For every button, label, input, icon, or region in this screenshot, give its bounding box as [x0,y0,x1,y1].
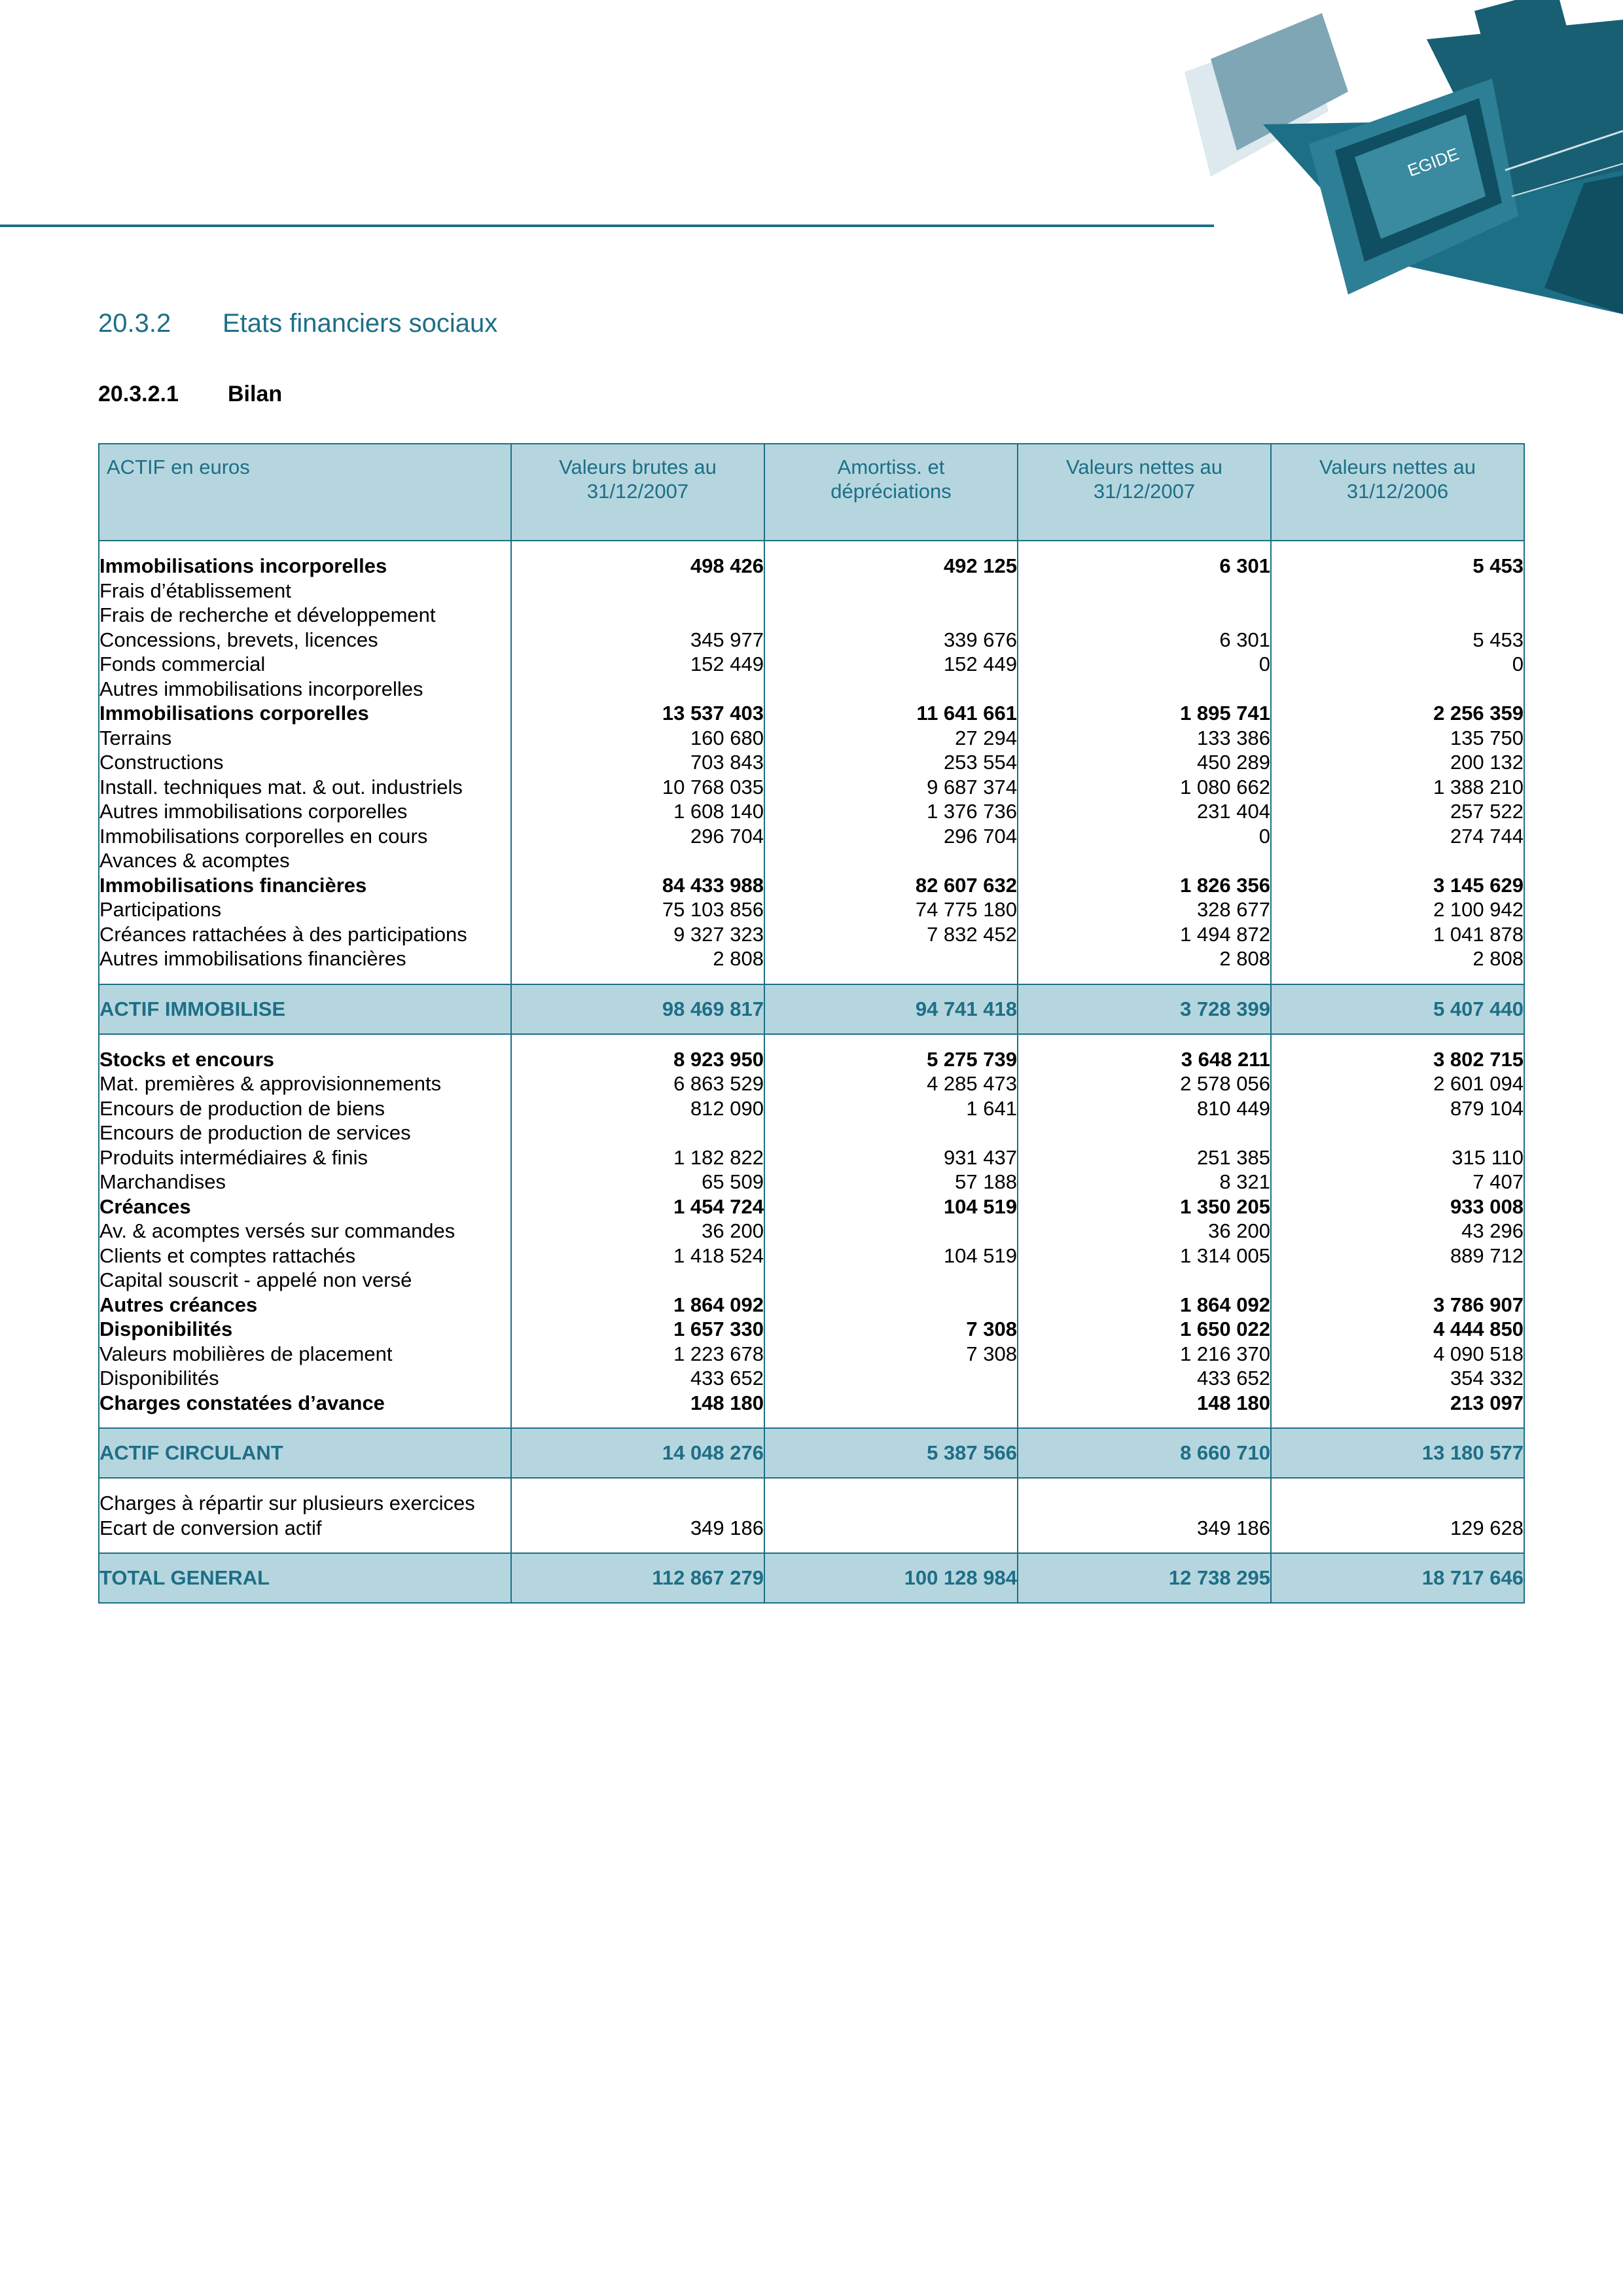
row-value: 5 275 739 [764,1047,1018,1072]
row-value: 1 041 878 [1271,922,1524,947]
row-value: 7 832 452 [764,922,1018,947]
table-row [99,628,1524,653]
row-value [764,1293,1018,1318]
row-value: 160 680 [511,726,764,751]
row-value: 65 509 [511,1170,764,1194]
table-row [99,1170,1524,1194]
row-value [511,1268,764,1293]
table-row [99,677,1524,702]
table-header-row [99,444,1524,541]
table-row [99,1096,1524,1121]
row-label: Produits intermédiaires & finis [99,1145,511,1170]
row-label: Immobilisations corporelles en cours [99,824,511,849]
table-row [99,603,1524,628]
table-row [99,775,1524,800]
row-value: 1 864 092 [511,1293,764,1318]
row-value: 349 186 [511,1516,764,1541]
row-label: Charges constatées d’avance [99,1391,511,1416]
row-value: 231 404 [1018,799,1271,824]
row-value: 274 744 [1271,824,1524,849]
spacer-cell [1018,541,1271,554]
table-row [99,554,1524,579]
row-label: Avances & acomptes [99,848,511,873]
row-value: 1 641 [764,1096,1018,1121]
table-row [99,579,1524,603]
row-value [1018,848,1271,873]
header-amortization [764,444,1018,541]
row-value: 3 786 907 [1271,1293,1524,1318]
table-row [99,873,1524,898]
row-value: 1 216 370 [1018,1342,1271,1367]
row-label: Constructions [99,750,511,775]
header-label: Valeurs brutes au 31/12/2007 [559,456,717,503]
table-row [99,701,1524,726]
subtotal-value: 13 180 577 [1271,1428,1524,1478]
section-number: 20.3.2 [98,309,171,338]
spacer-cell [99,971,511,984]
table-row [99,922,1524,947]
spacer-cell [1018,1034,1271,1047]
spacer-cell [1271,971,1524,984]
table-row [99,1047,1524,1072]
row-value: 345 977 [511,628,764,653]
row-label: Ecart de conversion actif [99,1516,511,1541]
subtotal-value: 5 407 440 [1271,984,1524,1034]
subsection-heading [98,382,282,407]
row-label: Install. techniques mat. & out. industriels [99,775,511,800]
section-title: Etats financiers sociaux [223,309,498,338]
row-label: Av. & acomptes versés sur commandes [99,1219,511,1244]
subtotal-value: 94 741 418 [764,984,1018,1034]
row-value: 1 650 022 [1018,1317,1271,1342]
row-value: 200 132 [1271,750,1524,775]
row-value: 450 289 [1018,750,1271,775]
row-value: 148 180 [511,1391,764,1416]
table-row [99,848,1524,873]
row-value [1018,579,1271,603]
row-value: 2 256 359 [1271,701,1524,726]
spacer-cell [1018,1415,1271,1428]
row-value: 2 808 [1271,946,1524,971]
row-value: 1 826 356 [1018,873,1271,898]
row-value: 1 182 822 [511,1145,764,1170]
row-label: Stocks et encours [99,1047,511,1072]
row-label: Encours de production de services [99,1121,511,1145]
subtotal-row [99,1553,1524,1603]
row-value: 1 223 678 [511,1342,764,1367]
row-value [1271,1121,1524,1145]
row-value: 1 494 872 [1018,922,1271,947]
row-value: 0 [1271,652,1524,677]
table-row [99,1293,1524,1318]
row-value: 57 188 [764,1170,1018,1194]
row-value: 339 676 [764,628,1018,653]
table-row [99,1317,1524,1342]
subtotal-label: ACTIF CIRCULANT [99,1428,511,1478]
header-label: ACTIF en euros [107,456,250,478]
row-value: 84 433 988 [511,873,764,898]
row-value: 3 648 211 [1018,1047,1271,1072]
row-value: 5 453 [1271,554,1524,579]
row-value: 2 100 942 [1271,897,1524,922]
header-label: Amortiss. et dépréciations [830,456,952,503]
spacer-cell [1018,1478,1271,1491]
section-heading [98,309,497,338]
row-value [764,1366,1018,1391]
row-value: 8 923 950 [511,1047,764,1072]
row-value: 7 308 [764,1317,1018,1342]
spacer-cell [1271,1478,1524,1491]
spacer-cell [511,1478,764,1491]
subsection-title: Bilan [228,382,283,406]
row-value: 933 008 [1271,1194,1524,1219]
row-value [764,1516,1018,1541]
header-gross-2007 [511,444,764,541]
row-value: 433 652 [1018,1366,1271,1391]
row-label: Mat. premières & approvisionnements [99,1071,511,1096]
subtotal-value: 12 738 295 [1018,1553,1271,1603]
table-row [99,1391,1524,1416]
row-value [764,946,1018,971]
row-value [1271,848,1524,873]
table-row [99,824,1524,849]
row-value [764,677,1018,702]
row-value: 2 808 [511,946,764,971]
row-value: 931 437 [764,1145,1018,1170]
spacer-cell [764,1415,1018,1428]
row-value: 2 578 056 [1018,1071,1271,1096]
subtotal-row [99,1428,1524,1478]
row-value: 251 385 [1018,1145,1271,1170]
table-row [99,1268,1524,1293]
row-label: Autres immobilisations corporelles [99,799,511,824]
row-value: 7 407 [1271,1170,1524,1194]
row-value: 43 296 [1271,1219,1524,1244]
row-value [511,579,764,603]
spacer-cell [511,971,764,984]
subtotal-value: 5 387 566 [764,1428,1018,1478]
row-value: 4 444 850 [1271,1317,1524,1342]
table-row [99,1121,1524,1145]
row-value: 328 677 [1018,897,1271,922]
table-row [99,1194,1524,1219]
table-row [99,652,1524,677]
row-label: Créances rattachées à des participations [99,922,511,947]
row-value: 6 863 529 [511,1071,764,1096]
row-label: Autres immobilisations financières [99,946,511,971]
row-label: Participations [99,897,511,922]
row-label: Concessions, brevets, licences [99,628,511,653]
header-label: Valeurs nettes au 31/12/2007 [1066,456,1222,503]
spacer-cell [99,541,511,554]
row-value: 433 652 [511,1366,764,1391]
spacer-cell [764,1478,1018,1491]
subtotal-label: ACTIF IMMOBILISE [99,984,511,1034]
spacer-row [99,1478,1524,1491]
row-value: 129 628 [1271,1516,1524,1541]
spacer-cell [1271,1034,1524,1047]
row-value: 498 426 [511,554,764,579]
row-label: Terrains [99,726,511,751]
row-value: 9 687 374 [764,775,1018,800]
subtotal-value: 98 469 817 [511,984,764,1034]
row-value [1271,677,1524,702]
row-value: 1 454 724 [511,1194,764,1219]
row-value: 75 103 856 [511,897,764,922]
spacer-cell [511,1034,764,1047]
subtotal-value: 14 048 276 [511,1428,764,1478]
subtotal-value: 112 867 279 [511,1553,764,1603]
row-label: Disponibilités [99,1366,511,1391]
spacer-row [99,1540,1524,1553]
row-value [764,1268,1018,1293]
row-label: Charges à répartir sur plusieurs exercices [99,1491,511,1516]
row-value: 133 386 [1018,726,1271,751]
row-value [1018,1491,1271,1516]
row-label: Créances [99,1194,511,1219]
row-value: 703 843 [511,750,764,775]
row-value [764,603,1018,628]
row-value [1018,1121,1271,1145]
row-value [511,848,764,873]
row-value: 1 080 662 [1018,775,1271,800]
row-value: 1 608 140 [511,799,764,824]
spacer-cell [99,1415,511,1428]
spacer-cell [99,1034,511,1047]
table-row [99,1145,1524,1170]
spacer-cell [1271,1415,1524,1428]
spacer-cell [1018,971,1271,984]
row-value: 74 775 180 [764,897,1018,922]
spacer-cell [764,1034,1018,1047]
row-label: Encours de production de biens [99,1096,511,1121]
spacer-cell [511,1540,764,1553]
subtotal-row [99,984,1524,1034]
header-actif [99,444,511,541]
table-row [99,750,1524,775]
row-value: 810 449 [1018,1096,1271,1121]
row-value: 889 712 [1271,1244,1524,1268]
row-value: 104 519 [764,1244,1018,1268]
row-value: 152 449 [764,652,1018,677]
row-value: 2 601 094 [1271,1071,1524,1096]
row-value: 1 895 741 [1018,701,1271,726]
row-label: Clients et comptes rattachés [99,1244,511,1268]
row-value [1018,677,1271,702]
subtotal-value: 100 128 984 [764,1553,1018,1603]
row-value: 3 145 629 [1271,873,1524,898]
row-label: Autres immobilisations incorporelles [99,677,511,702]
row-value: 4 090 518 [1271,1342,1524,1367]
table-row [99,946,1524,971]
row-value: 1 657 330 [511,1317,764,1342]
row-value [764,848,1018,873]
spacer-cell [764,541,1018,554]
row-value: 11 641 661 [764,701,1018,726]
spacer-row [99,1034,1524,1047]
subtotal-value: 18 717 646 [1271,1553,1524,1603]
subtotal-value: 3 728 399 [1018,984,1271,1034]
spacer-cell [1018,1540,1271,1553]
row-value: 1 376 736 [764,799,1018,824]
table-row [99,897,1524,922]
header-label: Valeurs nettes au 31/12/2006 [1319,456,1476,503]
spacer-cell [1271,1540,1524,1553]
row-value: 8 321 [1018,1170,1271,1194]
corner-illustration [1113,0,1623,314]
spacer-cell [511,541,764,554]
table-row [99,726,1524,751]
row-value: 1 418 524 [511,1244,764,1268]
spacer-cell [99,1540,511,1553]
row-value [511,677,764,702]
row-value: 296 704 [511,824,764,849]
row-value: 1 864 092 [1018,1293,1271,1318]
row-value [1271,1268,1524,1293]
spacer-row [99,541,1524,554]
row-value: 6 301 [1018,554,1271,579]
row-value [1271,579,1524,603]
row-label: Autres créances [99,1293,511,1318]
row-label: Fonds commercial [99,652,511,677]
row-value: 354 332 [1271,1366,1524,1391]
row-value: 82 607 632 [764,873,1018,898]
row-label: Disponibilités [99,1317,511,1342]
spacer-row [99,1415,1524,1428]
row-value: 5 453 [1271,628,1524,653]
row-label: Immobilisations corporelles [99,701,511,726]
row-label: Marchandises [99,1170,511,1194]
subtotal-label: TOTAL GENERAL [99,1553,511,1603]
row-label: Immobilisations incorporelles [99,554,511,579]
row-value: 0 [1018,652,1271,677]
row-label: Valeurs mobilières de placement [99,1342,511,1367]
balance-sheet-table [98,443,1525,1604]
row-value [764,1219,1018,1244]
table-row [99,1516,1524,1541]
row-value: 253 554 [764,750,1018,775]
row-value [764,1491,1018,1516]
row-value [1018,1268,1271,1293]
row-value: 152 449 [511,652,764,677]
row-value: 3 802 715 [1271,1047,1524,1072]
row-value: 6 301 [1018,628,1271,653]
header-net-2007 [1018,444,1271,541]
row-value: 349 186 [1018,1516,1271,1541]
table-row [99,1071,1524,1096]
row-value: 148 180 [1018,1391,1271,1416]
table-row [99,1491,1524,1516]
table-row [99,1366,1524,1391]
row-value: 13 537 403 [511,701,764,726]
subsection-number: 20.3.2.1 [98,382,179,406]
table-row [99,1244,1524,1268]
row-value: 7 308 [764,1342,1018,1367]
row-value: 879 104 [1271,1096,1524,1121]
row-value: 10 768 035 [511,775,764,800]
row-value: 812 090 [511,1096,764,1121]
row-value: 27 294 [764,726,1018,751]
spacer-row [99,971,1524,984]
row-label: Frais d’établissement [99,579,511,603]
table-row [99,1342,1524,1367]
row-value [764,1391,1018,1416]
row-value: 213 097 [1271,1391,1524,1416]
row-value: 0 [1018,824,1271,849]
header-net-2006 [1271,444,1524,541]
row-value [764,579,1018,603]
row-value [1271,1491,1524,1516]
spacer-cell [764,1540,1018,1553]
row-value [1018,603,1271,628]
row-value: 1 388 210 [1271,775,1524,800]
row-label: Immobilisations financières [99,873,511,898]
row-value: 257 522 [1271,799,1524,824]
row-label: Capital souscrit - appelé non versé [99,1268,511,1293]
table-row [99,1219,1524,1244]
row-value: 492 125 [764,554,1018,579]
row-value: 1 350 205 [1018,1194,1271,1219]
row-value: 1 314 005 [1018,1244,1271,1268]
row-value: 9 327 323 [511,922,764,947]
row-value: 296 704 [764,824,1018,849]
table-row [99,799,1524,824]
row-value [511,1121,764,1145]
header-rule [0,224,1214,227]
spacer-cell [1271,541,1524,554]
spacer-cell [99,1478,511,1491]
spacer-cell [764,971,1018,984]
row-value [511,1491,764,1516]
subtotal-value: 8 660 710 [1018,1428,1271,1478]
row-value [764,1121,1018,1145]
row-value: 36 200 [1018,1219,1271,1244]
row-value [1271,603,1524,628]
row-value: 36 200 [511,1219,764,1244]
row-value [511,603,764,628]
row-value: 135 750 [1271,726,1524,751]
egide-logo-text: EGIDE [1404,143,1462,181]
row-label: Frais de recherche et développement [99,603,511,628]
row-value: 104 519 [764,1194,1018,1219]
row-value: 2 808 [1018,946,1271,971]
row-value: 315 110 [1271,1145,1524,1170]
row-value: 4 285 473 [764,1071,1018,1096]
spacer-cell [511,1415,764,1428]
